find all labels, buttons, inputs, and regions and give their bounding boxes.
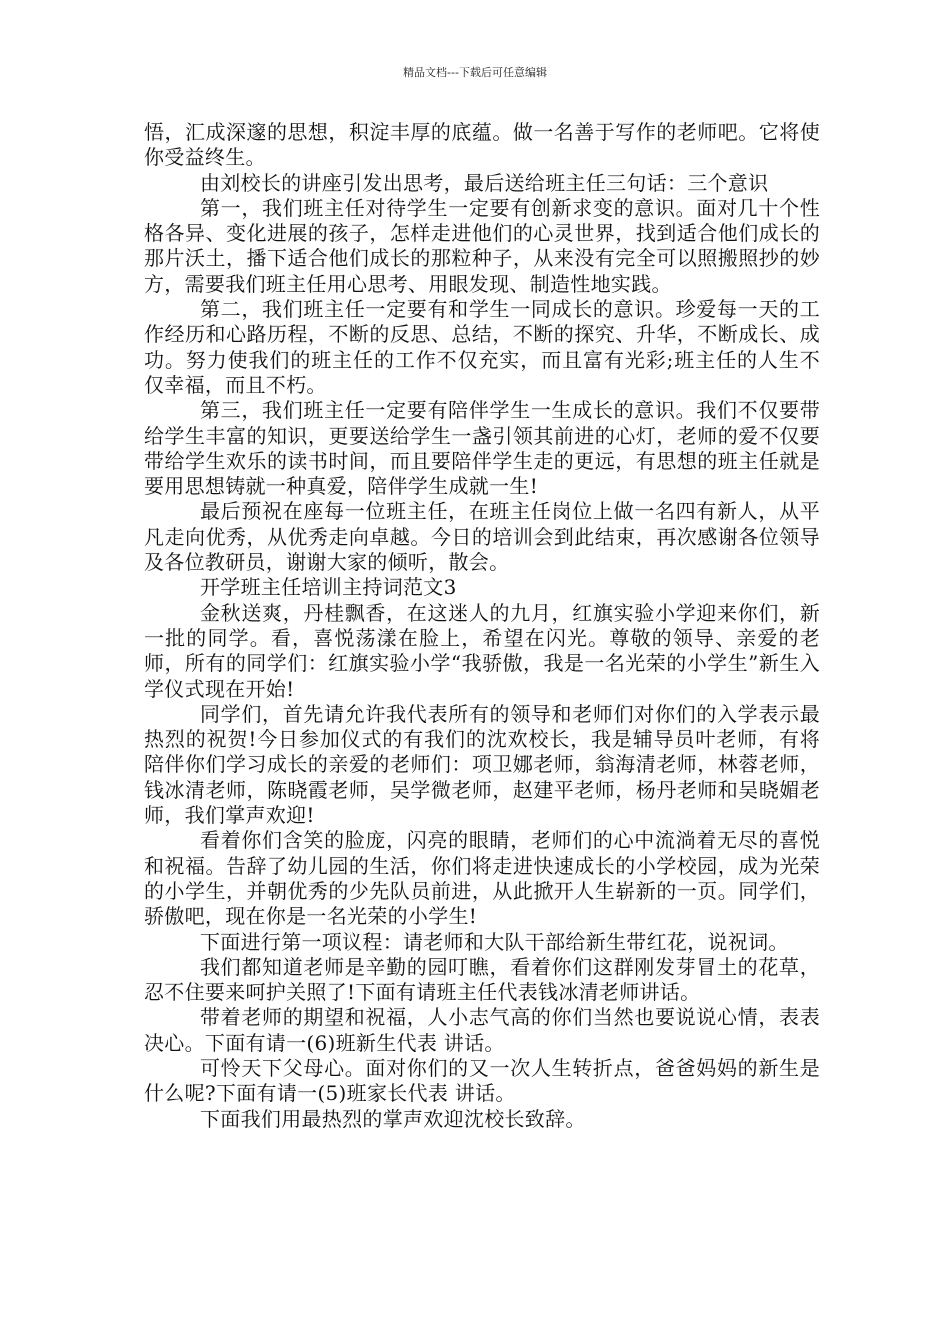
document-body bbox=[144, 120, 820, 1132]
paragraph-point-two: 第二，我们班主任一定要有和学生一同成长的意识。珍爱每一天的工作经历和心路历程，不断的反思、总结，不断的探究、升华，不断成长、成功。努力使我们的班主任的工作不仅充实，而且富有光彩;班主任的人生不仅幸福，而且不朽。 bbox=[144, 297, 820, 397]
page-header: 精品文档---下载后可任意编辑 bbox=[403, 66, 547, 79]
paragraph-new-students: 看着你们含笑的脸庞，闪亮的眼睛，老师们的心中流淌着无尽的喜悦和祝福。告辞了幼儿园的生活，你们将走进快速成长的小学校园，成为光荣的小学生，并朝优秀的少先队员前进，从此掀开人生崭新的一页。同学们，骄傲吧，现在你是一名光荣的小学生! bbox=[144, 828, 820, 929]
section-heading: 开学班主任培训主持词范文3 bbox=[200, 575, 457, 600]
paragraph-teacher-speech: 我们都知道老师是辛勤的园叮瞧，看着你们这群刚发芽冒土的花草，忍不住要来呵护关照了!下面有请班主任代表钱冰清老师讲话。 bbox=[144, 954, 820, 1005]
paragraph-principal-speech: 下面我们用最热烈的掌声欢迎沈校长致辞。 bbox=[200, 1106, 586, 1131]
paragraph-parent-speech: 可怜天下父母心。面对你们的又一次人生转折点，爸爸妈妈的新生是什么呢?下面有请一(5)班家长代表 讲话。 bbox=[144, 1055, 820, 1106]
paragraph-intro-three-points: 由刘校长的讲座引发出思考，最后送给班主任三句话：三个意识 bbox=[200, 170, 769, 195]
paragraph-agenda-one: 下面进行第一项议程：请老师和大队干部给新生带红花，说祝词。 bbox=[200, 929, 789, 954]
paragraph-continuation: 悟，汇成深邃的思想，积淀丰厚的底蕴。做一名善于写作的老师吧。它将使你受益终生。 bbox=[144, 120, 820, 170]
paragraph-teacher-introductions: 同学们，首先请允许我代表所有的领导和老师们对你们的入学表示最热烈的祝贺!今日参加仪式的有我们的沈欢校长，我是辅导员叶老师，有将陪伴你们学习成长的亲爱的老师们：项卫娜老师，翁海清老师，林蓉老师，钱冰清老师，陈晓霞老师，吴学微老师，赵建平老师，杨丹老师和吴晓媚老师，我们掌声欢迎! bbox=[144, 701, 820, 828]
paragraph-closing: 最后预祝在座每一位班主任，在班主任岗位上做一名四有新人，从平凡走向优秀，从优秀走向卓越。今日的培训会到此结束，再次感谢各位领导及各位教研员，谢谢大家的倾听，散会。 bbox=[144, 499, 820, 575]
paragraph-point-one: 第一，我们班主任对待学生一定要有创新求变的意识。面对几十个性格各异、变化进展的孩子，怎样走进他们的心灵世界，找到适合他们成长的那片沃土，播下适合他们成长的那粒种子，从来没有完全可以照搬照抄的妙方，需要我们班主任用心思考、用眼发现、制造性地实践。 bbox=[144, 195, 820, 296]
paragraph-welcome: 金秋送爽，丹桂飘香，在这迷人的九月，红旗实验小学迎来你们，新一批的同学。看，喜悦荡漾在脸上，希望在闪光。尊敬的领导、亲爱的老师，所有的同学们：红旗实验小学“我骄傲，我是一名光荣的小学生”新生入学仪式现在开始! bbox=[144, 600, 820, 701]
paragraph-student-speech: 带着老师的期望和祝福，人小志气高的你们当然也要说说心情，表表决心。下面有请一(6)班新生代表 讲话。 bbox=[144, 1005, 820, 1055]
paragraph-point-three: 第三，我们班主任一定要有陪伴学生一生成长的意识。我们不仅要带给学生丰富的知识，更要送给学生一盏引领其前进的心灯，老师的爱不仅要带给学生欢乐的读书时间，而且要陪伴学生走的更远，有思想的班主任就是要用思想铸就一种真爱，陪伴学生成就一生! bbox=[144, 398, 820, 499]
